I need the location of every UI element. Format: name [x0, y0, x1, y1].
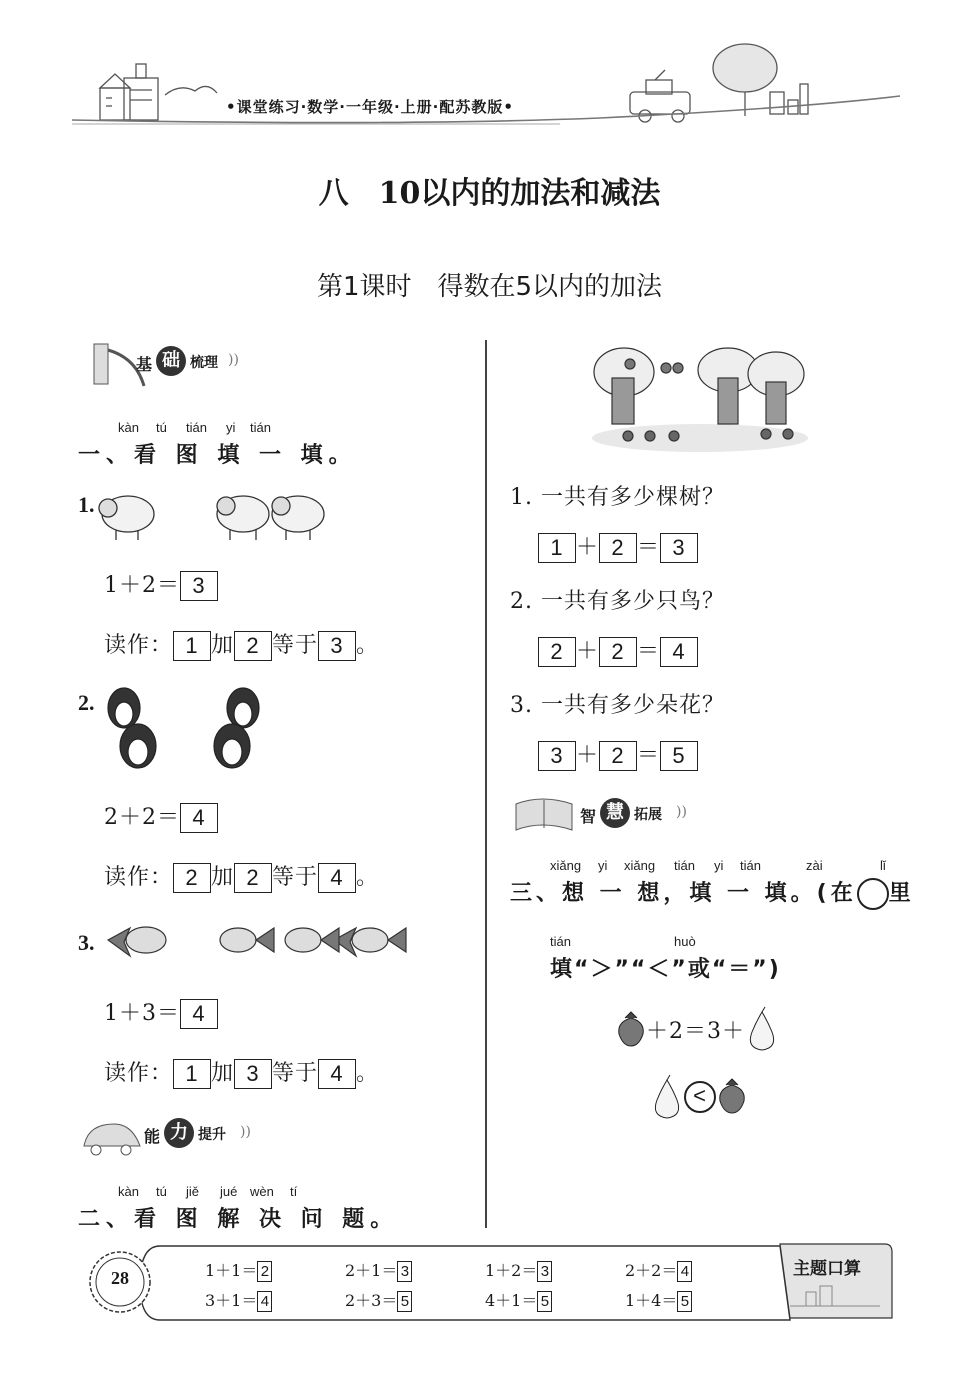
q1-item3-reading: 读作： 1 加 3 等于 4 。	[104, 1056, 379, 1089]
strawberry-icon	[716, 1077, 748, 1117]
pear-icon	[650, 1074, 684, 1120]
q3-equation-1: ＋2＝3＋	[616, 1006, 779, 1052]
mental-math-item: 1＋1＝ 2	[205, 1258, 272, 1282]
mental-math-item: 3＋1＝ 4	[205, 1288, 272, 1312]
footer-label: 主题口算	[793, 1259, 861, 1279]
series-label: •课堂练习·数学·一年级·上册·配苏教版•	[226, 98, 514, 116]
q2-item2-question: 2. 一共有多少只鸟？	[510, 589, 725, 614]
answer-box[interactable]: 4	[318, 863, 356, 893]
section-badge-ability: 能 力 提升 ))	[80, 1112, 280, 1160]
lesson-title: 第1课时 得数在5以内的加法	[316, 272, 663, 302]
trees-birds-flowers-illustration	[590, 342, 810, 452]
mental-math-item: 2＋3＝ 5	[345, 1288, 412, 1312]
q1-item2-number: 2.	[78, 690, 95, 715]
q1-item3-equation: 1＋3＝ 4	[104, 996, 218, 1029]
q1-item2-equation: 2＋2＝ 4	[104, 800, 218, 833]
q1-heading: kàn tú tián yi tián 一、看 图 填 一 填。	[78, 420, 357, 468]
answer-box[interactable]: 4	[180, 999, 218, 1029]
answer-box[interactable]: 4	[180, 803, 218, 833]
answer-box[interactable]: 2	[234, 863, 272, 893]
q2-item3-equation: 3 ＋ 2 ＝ 5	[538, 738, 698, 771]
mental-math-item: 1＋2＝ 3	[485, 1258, 552, 1282]
answer-box[interactable]: 4	[318, 1059, 356, 1089]
answer-box[interactable]: 3	[180, 571, 218, 601]
mental-math-item: 2＋2＝ 4	[625, 1258, 692, 1282]
car-tree-illustration	[630, 44, 808, 122]
q2-item2-equation: 2 ＋ 2 ＝ 4	[538, 634, 698, 667]
strawberry-icon	[616, 1010, 646, 1048]
penguin-illustration	[98, 684, 278, 774]
fish-illustration	[98, 918, 418, 970]
q3-equation-2	[650, 1074, 748, 1120]
q2-heading: kàn tú jiě jué wèn tí 二、看 图 解 决 问 题。	[78, 1184, 399, 1232]
q1-item2-reading: 读作： 2 加 2 等于 4 。	[104, 860, 379, 893]
q3-instruction: 填“＞”“＜”或“＝”)	[550, 957, 781, 982]
book-icon	[510, 794, 580, 838]
section-badge-basic: 基 础 梳理 ))	[88, 340, 268, 390]
answer-box[interactable]: 2	[599, 533, 637, 563]
sheep-illustration	[98, 486, 338, 542]
answer-box[interactable]: 1	[538, 533, 576, 563]
pear-icon	[745, 1006, 779, 1052]
answer-box[interactable]: 4	[660, 637, 698, 667]
answer-box[interactable]: 5	[660, 741, 698, 771]
q1-item1-number: 1.	[78, 492, 95, 517]
mental-math-item: 4＋1＝ 5	[485, 1288, 552, 1312]
page-number: 28	[111, 1268, 129, 1288]
q3-heading: xiǎng yi xiǎng tián yi tián zài lǐ 三、想 一 想，填 一 填。(在 里 tián huò 填“＞”“＜”或“＝”)	[510, 858, 915, 982]
column-divider	[485, 340, 487, 1228]
answer-box[interactable]: 3	[538, 741, 576, 771]
houses-illustration	[100, 64, 217, 120]
mental-math-item: 2＋1＝ 3	[345, 1258, 412, 1282]
q2-title: 二、看 图 解 决 问 题。	[78, 1207, 399, 1232]
blank-circle-icon	[857, 878, 889, 910]
answer-box[interactable]: 1	[173, 631, 211, 661]
section-badge-wisdom: 智 慧 拓展 ))	[510, 792, 710, 840]
answer-box[interactable]: 3	[318, 631, 356, 661]
answer-box[interactable]: 2	[173, 863, 211, 893]
answer-box[interactable]: 1	[173, 1059, 211, 1089]
answer-box[interactable]: 3	[660, 533, 698, 563]
q3-title: 三、想 一 想，填 一 填。(在 里	[510, 876, 915, 910]
answer-box[interactable]: 3	[234, 1059, 272, 1089]
toy-car-icon	[80, 1116, 144, 1160]
q1-item1-reading: 读作： 1 加 2 等于 3 。	[104, 628, 379, 661]
chapter-title: 八 10以内的加法和减法	[318, 176, 661, 211]
footer-frame	[80, 1240, 900, 1330]
answer-box[interactable]: 2	[234, 631, 272, 661]
answer-box[interactable]: 2	[599, 741, 637, 771]
q1-item3-number: 3.	[78, 930, 95, 955]
q1-title: 一、看 图 填 一 填。	[78, 443, 357, 468]
q2-item1-equation: 1 ＋ 2 ＝ 3	[538, 530, 698, 563]
q1-item1-equation: 1＋2＝ 3	[104, 568, 218, 601]
answer-box[interactable]: 2	[538, 637, 576, 667]
q2-item1-question: 1. 一共有多少棵树？	[510, 485, 725, 510]
compare-answer-circle[interactable]: <	[684, 1081, 716, 1113]
answer-box[interactable]: 2	[599, 637, 637, 667]
q2-item3-question: 3. 一共有多少朵花？	[510, 693, 725, 718]
mental-math-item: 1＋4＝ 5	[625, 1288, 692, 1312]
